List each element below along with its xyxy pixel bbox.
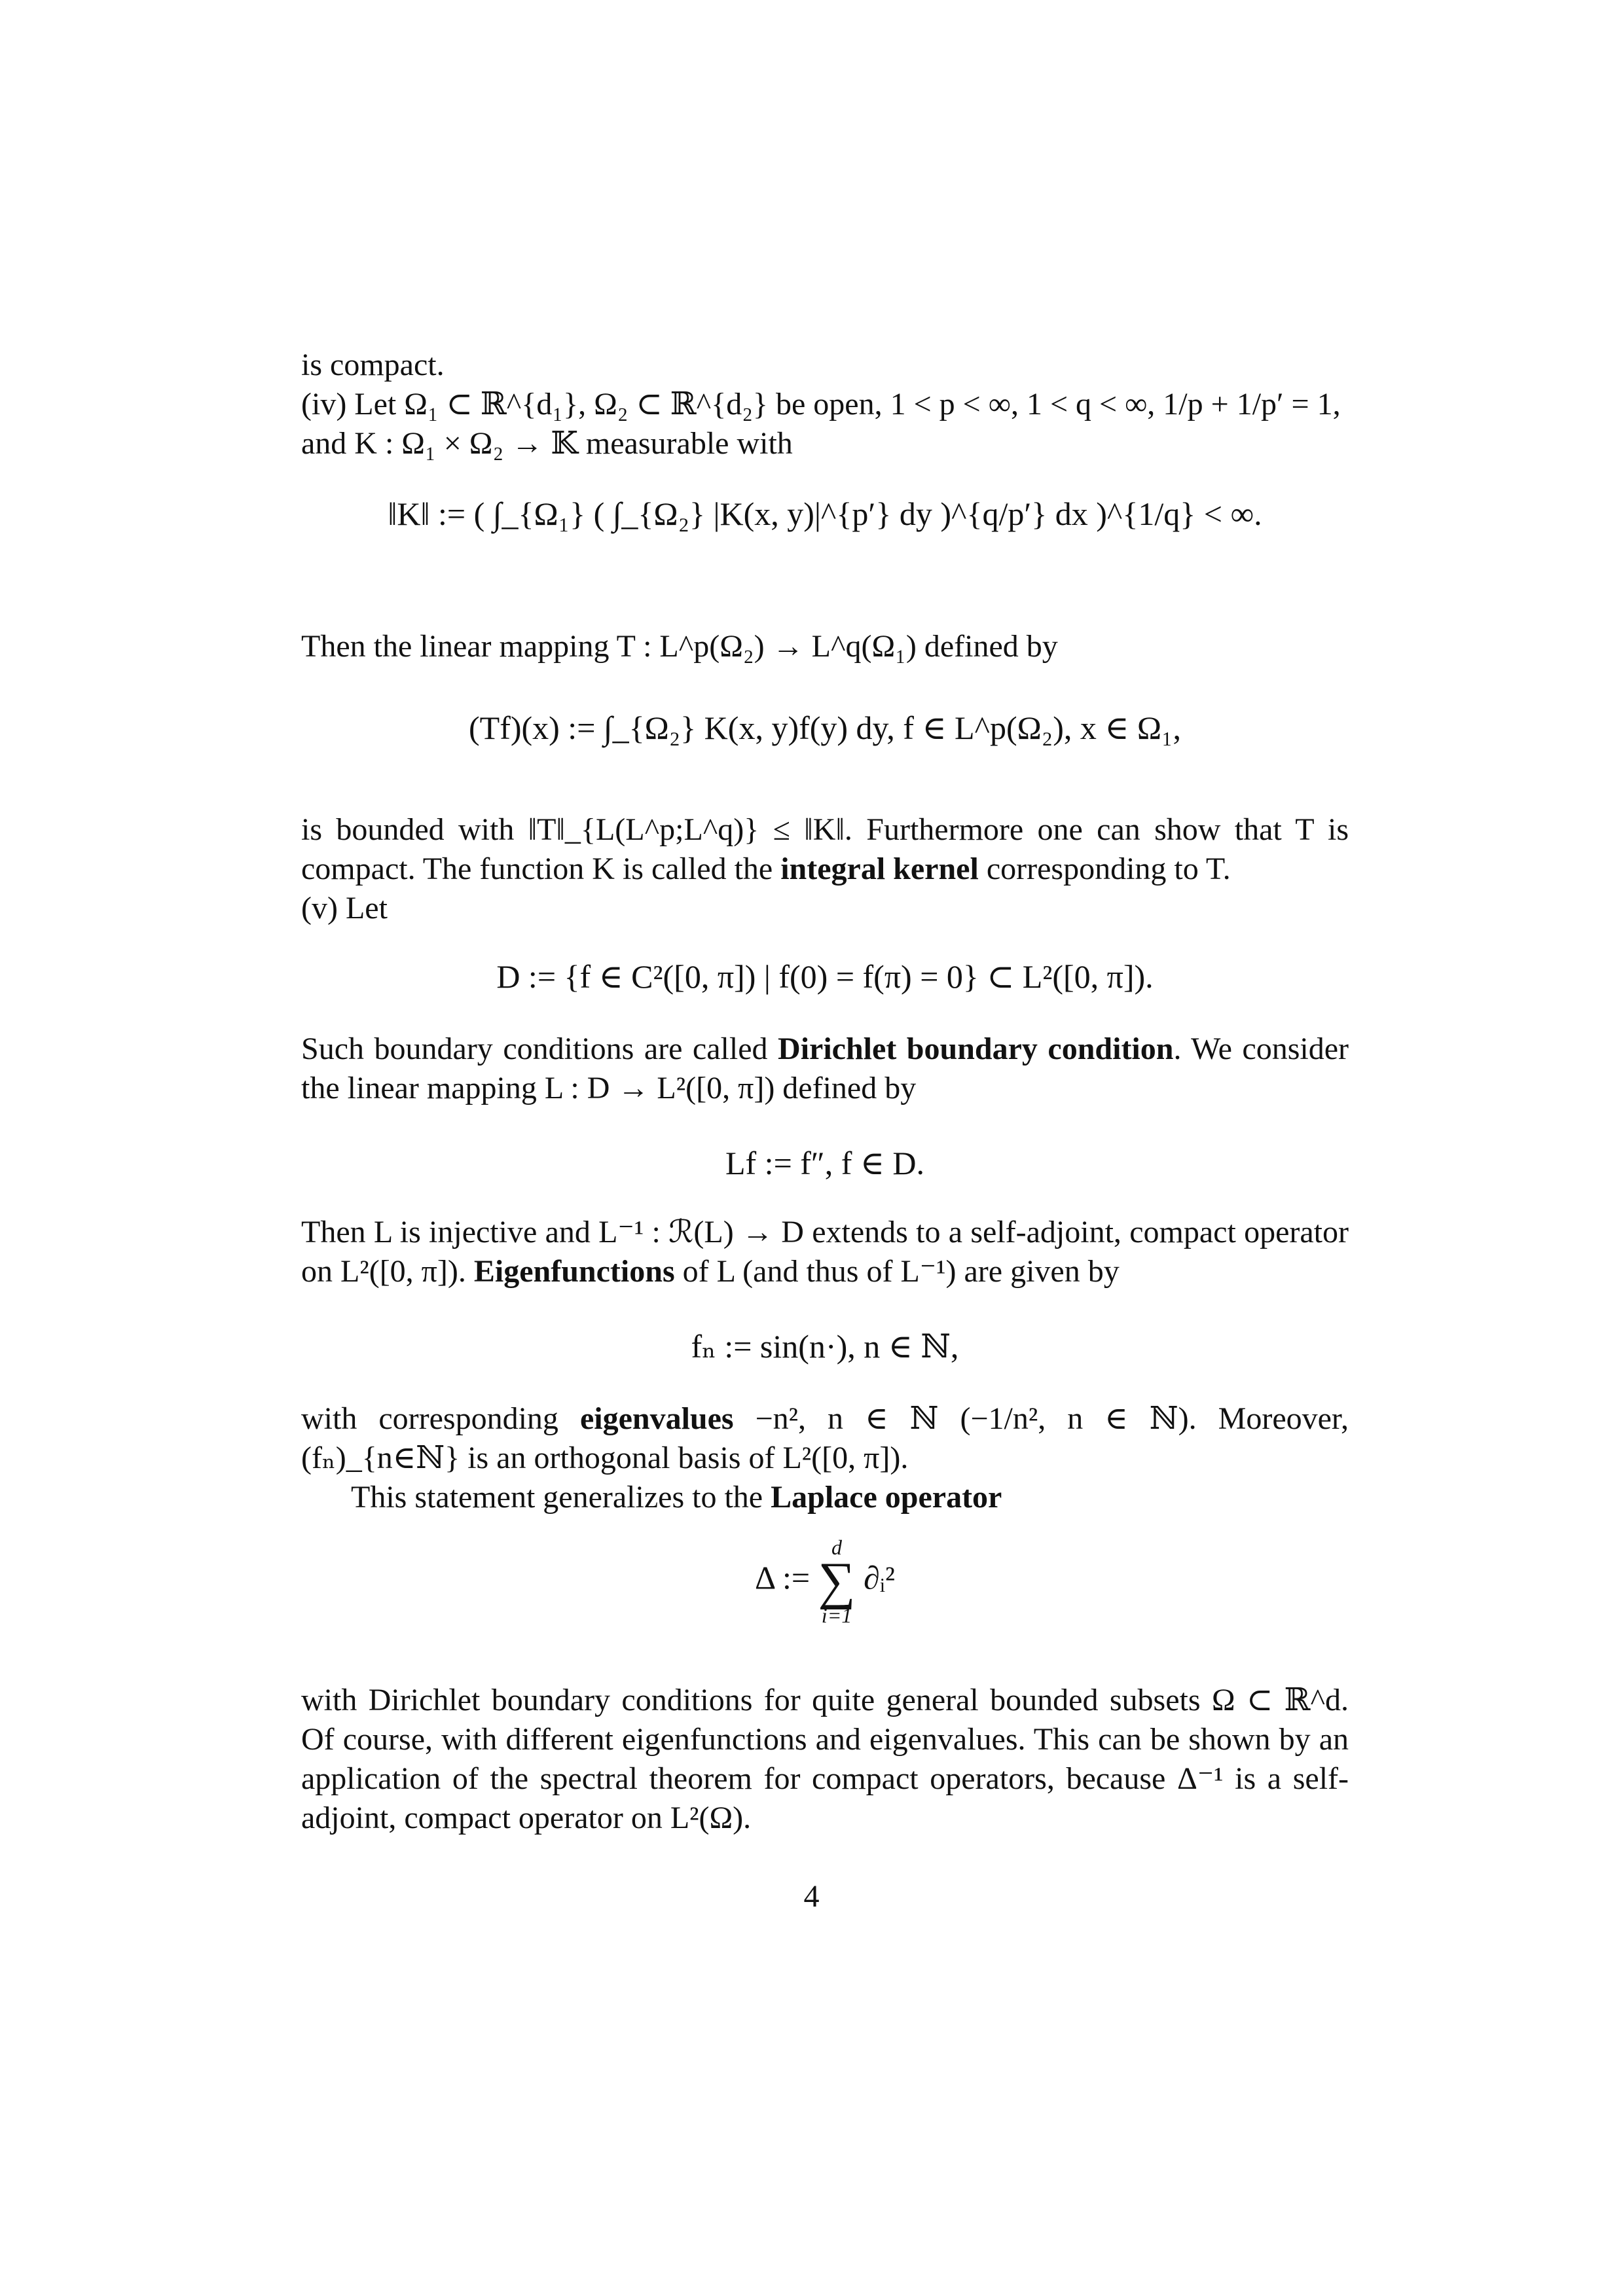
equation-integral-operator: (Tf)(x) := ∫_{Ω₂} K(x, y)f(y) dy, f ∈ L^p(Ω₂), x ∈ Ω₁,	[469, 709, 1181, 746]
equation-lf: Lf := f″, f ∈ D.	[725, 1145, 925, 1181]
text-dirichlet-c: . We consider the linear mapping L : D → L²([0, π]) defined by	[301, 1031, 1349, 1105]
term-eigenfunctions: Eigenfunctions	[473, 1254, 675, 1289]
equation-fn: fₙ := sin(n·), n ∈ ℕ,	[691, 1328, 959, 1365]
text-bounded-c: corresponding to T.	[978, 852, 1231, 886]
paragraph-v: (v) Let	[301, 891, 388, 925]
term-eigenvalues: eigenvalues	[579, 1401, 734, 1436]
laplacian-lhs: Δ :=	[755, 1559, 811, 1596]
summation-sigma: ∑	[818, 1552, 856, 1610]
paragraph-iv-line2: and K : Ω₁ × Ω₂ → 𝕂 measurable with	[301, 426, 793, 461]
text-bounded-a: is bounded with ‖T‖_{L(L^p;L^q)} ≤ ‖K‖. Furthermore one can show that T is compact. The function K is called the	[301, 812, 1349, 886]
paragraph-bounded	[301, 810, 1349, 889]
term-integral-kernel: integral kernel	[780, 852, 979, 886]
equation-kernel-norm: ‖K‖ := ( ∫_{Ω₁} ( ∫_{Ω₂} |K(x, y)|^{p′} dy )^{q/p′} dx )^{1/q} < ∞.	[388, 495, 1262, 532]
paragraph-linear-mapping: Then the linear mapping T : L^p(Ω₂) → L^q(Ω₁) defined by	[301, 629, 1058, 664]
paragraph-laplace	[301, 1478, 1349, 1517]
page-number: 4	[803, 1879, 820, 1914]
paragraph-injective	[301, 1213, 1349, 1291]
paragraph-dirichlet-general: with Dirichlet boundary conditions for quite general bounded subsets Ω ⊂ ℝ^d. Of course, with different eigenfunctions and eigenvalues. This can be shown by an application of the spectral theorem for compact operators, because Δ⁻¹ is a self-adjoint, compact operator on L²(Ω).	[301, 1683, 1349, 1835]
term-dirichlet-boundary-condition: Dirichlet boundary condition	[778, 1031, 1174, 1066]
paragraph-eigenvalues	[301, 1399, 1349, 1478]
paragraph-compact: is compact.	[301, 348, 445, 382]
text-injective-a: Then L is injective and L⁻¹ : ℛ(L) → D extends to a self-adjoint, compact operator on L²([0, π]).	[301, 1215, 1349, 1289]
text-eigenvalues-a: with corresponding	[301, 1401, 580, 1436]
text-laplace-a: This statement generalizes to the	[351, 1480, 771, 1515]
laplacian-rhs: ∂ᵢ²	[864, 1559, 895, 1596]
equation-domain-d: D := {f ∈ C²([0, π]) | f(0) = f(π) = 0} ⊂ L²([0, π]).	[496, 958, 1154, 995]
equation-laplacian	[301, 1537, 1349, 1626]
text-injective-c: of L (and thus of L⁻¹) are given by	[674, 1254, 1120, 1289]
summation	[818, 1537, 856, 1626]
summation-lower-limit: i=1	[821, 1604, 852, 1627]
text-dirichlet-a: Such boundary conditions are called	[301, 1031, 778, 1066]
summation-upper-limit: d	[831, 1535, 843, 1559]
paragraph-dirichlet	[301, 1030, 1349, 1108]
paragraph-iv-line1: (iv) Let Ω₁ ⊂ ℝ^{d₁}, Ω₂ ⊂ ℝ^{d₂} be open, 1 < p < ∞, 1 < q < ∞, 1/p + 1/p′ = 1,	[301, 387, 1341, 422]
term-laplace-operator: Laplace operator	[771, 1480, 1002, 1515]
text-eigenvalues-c: −n², n ∈ ℕ (−1/n², n ∈ ℕ). Moreover, (fₙ)_{n∈ℕ} is an orthogonal basis of L²([0, π]).	[301, 1401, 1349, 1475]
